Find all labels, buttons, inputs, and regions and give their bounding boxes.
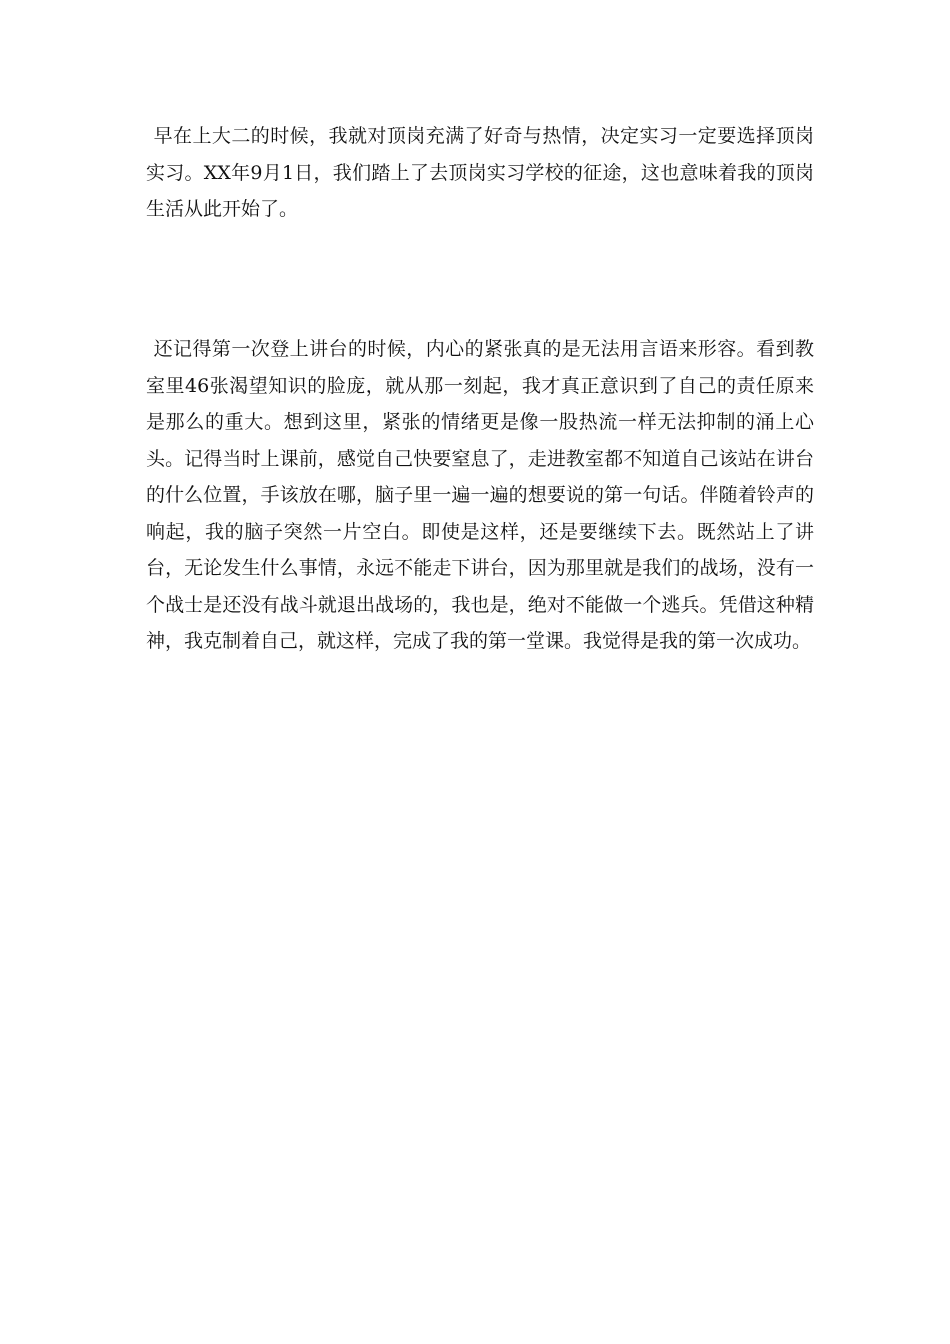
- paragraph-2: 还记得第一次登上讲台的时候，内心的紧张真的是无法用言语来形容。看到教室里46张渴望知识的脸庞，就从那一刻起，我才真正意识到了自己的责任原来是那么的重大。想到这里，紧张的情绪更是像一股热流一样无法抑制的涌上心头。记得当时上课前，感觉自己快要窒息了，走进教室都不知道自己该站在讲台的什么位置，手该放在哪，脑子里一遍一遍的想要说的第一句话。伴随着铃声的响起，我的脑子突然一片空白。即使是这样，还是要继续下去。既然站上了讲台，无论发生什么事情，永远不能走下讲台，因为那里就是我们的战场，没有一个战士是还没有战斗就退出战场的，我也是，绝对不能做一个逃兵。凭借这种精神，我克制着自己，就这样，完成了我的第一堂课。我觉得是我的第一次成功。: [146, 338, 814, 652]
- paragraph-1: 早在上大二的时候，我就对顶岗充满了好奇与热情，决定实习一定要选择顶岗实习。XX年9月1日，我们踏上了去顶岗实习学校的征途，这也意味着我的顶岗生活从此开始了。: [146, 125, 814, 220]
